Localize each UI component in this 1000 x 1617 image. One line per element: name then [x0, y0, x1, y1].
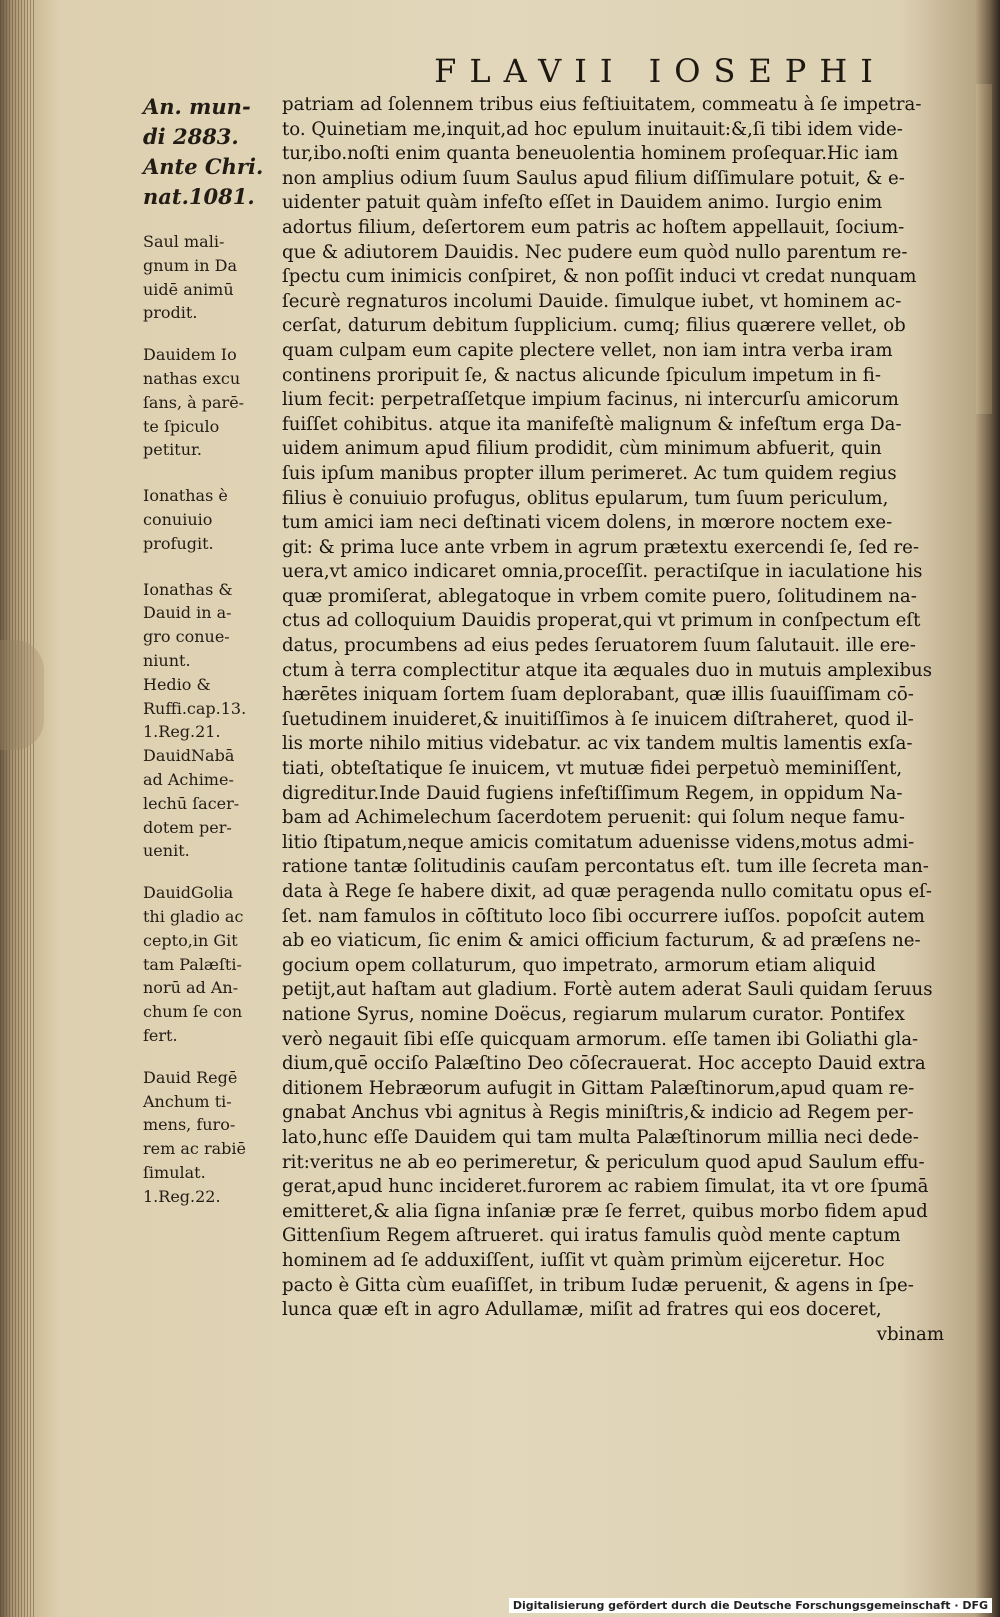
margin-note-line: Dauid Regē: [143, 1067, 238, 1087]
margin-note-line: Anchum ti-: [143, 1091, 232, 1111]
text-line: ſpectu cum inimicis conſpiret, & non poſſit induci vt credat nunquam: [282, 266, 917, 288]
text-line: emitteret,& alia ſigna inſaniæ præ ſe ferret, quibus morbo fidem apud: [282, 1200, 928, 1222]
page-clip: [0, 640, 44, 750]
running-header: FLAVII IOSEPHI: [434, 52, 886, 90]
margin-note-line: lechū ſacer-: [143, 793, 240, 813]
text-line: quam culpam eum capite plectere vellet, non iam intra verba iram: [282, 339, 893, 361]
text-line: uera,vt amico indicaret omnia,proceſſit. peractiſque in iaculatione his: [282, 561, 923, 583]
margin-note-line: profugit.: [143, 533, 214, 553]
margin-note: [143, 881, 271, 1048]
text-line: data à Rege ſe habere dixit, ad quæ peragenda nullo comitatu opus eſ-: [282, 881, 932, 902]
text-line: dium,quē occiſo Palæſtino Deo cōſecrauerat. Hoc accepto Dauid extra: [282, 1053, 926, 1075]
margin-note-line: Dauidem Io: [143, 345, 237, 365]
text-line: gocium opem collaturum, quo impetrato, armorum etiam aliquid: [282, 954, 876, 976]
text-line: ratione tantæ ſolitudinis cauſam percontatus eſt. tum ille ſecreta man-: [282, 856, 929, 878]
margin-note-line: nathas excu: [143, 368, 241, 388]
margin-note-line: niunt.: [143, 650, 191, 670]
text-line: ctum à terra complectitur atque ita æquales duo in mutuis amplexibus: [282, 659, 933, 681]
margin-note-line: fert.: [143, 1025, 178, 1045]
text-line: litio ſtipatum,neque amicis comitatum aduenisse videns,motus admi-: [282, 831, 915, 853]
margin-notes: [143, 92, 271, 1226]
margin-note-line: di 2883.: [143, 124, 239, 149]
text-line: ſet. nam famulos in cōſtituto loco ſibi occurrere iuſſos. popoſcit autem: [282, 905, 925, 927]
margin-note-line: uidē animū: [143, 279, 234, 299]
text-line: tiati, obteſtatique ſe inuicem, vt mutuæ fidei perpetuò meminiſſent,: [282, 758, 903, 780]
text-line: fuiſſet cohibitus. atque ita manifeſtè malignum & infeſtum erga Da-: [282, 413, 902, 435]
margin-note-line: 1.Reg.22.: [143, 1186, 221, 1206]
text-line: cerſat, daturum debitum ſupplicium. cumq; filius quærere vellet, ob: [282, 315, 906, 337]
margin-note-line: ad Achime-: [143, 769, 234, 789]
margin-note-line: prodit.: [143, 303, 198, 323]
margin-note-line: ſimulat.: [143, 1162, 206, 1182]
text-line: uidem animum apud filium prodidit, cùm minimum abfuerit, quin: [282, 438, 882, 460]
text-line: lis morte nihilo mitius videbatur. ac vix tandem multis lamentis exſa-: [282, 733, 913, 755]
page-edges: [0, 0, 34, 1617]
margin-note-line: chum ſe con: [143, 1002, 243, 1022]
text-line: filius è conuiuio profugus, oblitus epularum, tum ſuum periculum,: [282, 487, 889, 509]
text-line: lunca quæ eſt in agro Adullamæ, miſit ad fratres qui eos doceret,: [282, 1299, 882, 1321]
margin-note-line: DauidGolia: [143, 883, 234, 903]
text-line: ditionem Hebræorum aufugit in Gittam Palæſtinorum,apud quam re-: [282, 1077, 915, 1099]
text-line: lato,hunc eſſe Dauidem qui tam multa Palæſtinorum millia neci dede-: [282, 1126, 919, 1148]
margin-note-line: cepto,in Git: [143, 930, 238, 950]
text-line: quæ promiſerat, ablegatoque in vrbem comite puero, ſolitudinem na-: [282, 585, 917, 607]
margin-note-line: Hedio &: [143, 674, 211, 694]
text-line: git: & prima luce ante vrbem in agrum prætextu exercendi ſe, ſed re-: [282, 536, 920, 558]
margin-note-line: gro conue-: [143, 627, 230, 647]
margin-note-line: An. mun-: [143, 94, 251, 119]
text-line: ab eo viaticum, ſic enim & amici officium facturum, & ad præſens ne-: [282, 930, 921, 952]
margin-note-line: Ante Chri.: [143, 154, 264, 179]
book-tab: [976, 84, 992, 414]
digitization-credit: Digitalisierung gefördert durch die Deutsche Forschungsgemeinschaft · DFG: [509, 1598, 992, 1613]
margin-note: [143, 484, 271, 555]
margin-note-line: rem ac rabiē: [143, 1139, 246, 1159]
text-line: datus, procumbens ad eius pedes ſeruatorem ſuum ſalutauit. ille ere-: [282, 635, 916, 657]
margin-note-line: Ionathas è: [143, 486, 228, 506]
text-line: ſuis ipſum manibus propter illum perimeret. Ac tum quidem regius: [282, 462, 897, 484]
text-line: continens proripuit ſe, & nactus alicunde ſpiculum impetum in fi-: [282, 364, 881, 386]
margin-note-line: 1.Reg.21.: [143, 722, 221, 742]
margin-note-line: nat.1081.: [143, 184, 255, 209]
text-line: adortus filium, deſertorem eum patris ac hoſtem appellauit, ſocium-: [282, 216, 905, 238]
text-line: tum amici iam neci deſtinati vicem dolens, in mœrore noctem exe-: [282, 512, 893, 534]
text-line: non amplius odium ſuum Saulus apud filium diſſimulare potuit, & e-: [282, 167, 905, 189]
text-line: tur,ibo.noſti enim quanta beneuolentia hominem proſequar.Hic iam: [282, 143, 899, 165]
margin-note-line: mens, furo-: [143, 1115, 236, 1135]
text-line: ctus ad colloquium Dauidis properat,qui vt primum in conſpectum eſt: [282, 610, 921, 632]
text-line: hærētes iniquam ſortem ſuam deplorabant, quæ illis ſuauiſſimam cō-: [282, 684, 914, 706]
text-line: digreditur.Inde Dauid fugiens infeſtiſſimum Regem, in oppidum Na-: [282, 782, 903, 804]
margin-note-line: te ſpiculo: [143, 416, 220, 436]
margin-note-line: petitur.: [143, 440, 202, 460]
margin-note-line: dotem per-: [143, 817, 232, 837]
margin-note-line: DauidNabā: [143, 746, 235, 766]
text-line: rit:veritus ne ab eo perimeretur, & periculum quod apud Saulum effu-: [282, 1151, 925, 1173]
text-line: hominem ad ſe adduxiſſent, iuſſit vt quàm primùm eijceretur. Hoc: [282, 1249, 885, 1271]
margin-note-line: Ruffi.cap.13.: [143, 698, 247, 718]
margin-note-line: Ionathas &: [143, 579, 233, 599]
text-line: Gittenſium Regem aſtrueret. qui iratus famulis quòd mente captum: [282, 1225, 901, 1247]
margin-note-line: ſans, à parē-: [143, 392, 245, 412]
text-line: natione Syrus, nomine Doëcus, regiarum mularum curator. Pontifex: [282, 1003, 905, 1025]
margin-note: [143, 343, 271, 462]
margin-note-line: gnum in Da: [143, 255, 237, 275]
text-line: verò negauit ſibi eſſe quicquam armorum. eſſe tamen ibi Goliathi gla-: [282, 1028, 919, 1050]
margin-note-line: tam Palæſti-: [143, 954, 242, 974]
margin-note: [143, 1066, 271, 1209]
text-line: petijt,aut haſtam aut gladium. Fortè autem aderat Sauli quidam ſeruus: [282, 979, 933, 1001]
text-line: bam ad Achimelechum ſacerdotem peruenit: qui ſolum neque famu-: [282, 807, 905, 829]
margin-note: [143, 578, 271, 864]
body-text: [282, 93, 950, 1347]
text-line: pacto è Gitta cùm euaſiſſet, in tribum Iudæ peruenit, & agens in ſpe-: [282, 1274, 914, 1296]
margin-note: [143, 92, 271, 212]
text-line: gnabat Anchus vbi agnitus à Regis miniſtris,& indicio ad Regem per-: [282, 1102, 914, 1124]
text-line: gerat,apud hunc incideret.furorem ac rabiem ſimulat, ita vt ore ſpumā: [282, 1176, 929, 1198]
margin-note-line: norū ad An-: [143, 978, 239, 998]
text-line: que & adiutorem Dauidis. Nec pudere eum quòd nullo parentum re-: [282, 241, 908, 263]
text-line: to. Quinetiam me,inquit,ad hoc epulum inuitauit:&,ſi tibi idem vide-: [282, 118, 903, 140]
text-line: ſuetudinem inuideret,& inuitiſſimos à ſe inuicem diſtraheret, quod il-: [282, 708, 914, 730]
margin-note-line: conuiuio: [143, 509, 213, 529]
text-line: ſecurè regnaturos incolumi Dauide. ſimulque iubet, vt hominem ac-: [282, 290, 902, 312]
text-line: vbinam: [876, 1323, 944, 1345]
text-line: patriam ad ſolennem tribus eius feſtiuitatem, commeatu à ſe impetra-: [282, 94, 922, 115]
margin-note-line: thi gladio ac: [143, 906, 244, 926]
text-line: uidenter patuit quàm infeſto eſſet in Dauidem animo. Iurgio enim: [282, 192, 883, 214]
margin-note-line: Saul mali-: [143, 232, 225, 251]
margin-note: [143, 230, 271, 325]
margin-note-line: Dauid in a-: [143, 603, 232, 623]
text-line: lium fecit: perpetraſſetque impium facinus, ni intercurſu amicorum: [282, 389, 899, 411]
margin-note-line: uenit.: [143, 841, 190, 861]
